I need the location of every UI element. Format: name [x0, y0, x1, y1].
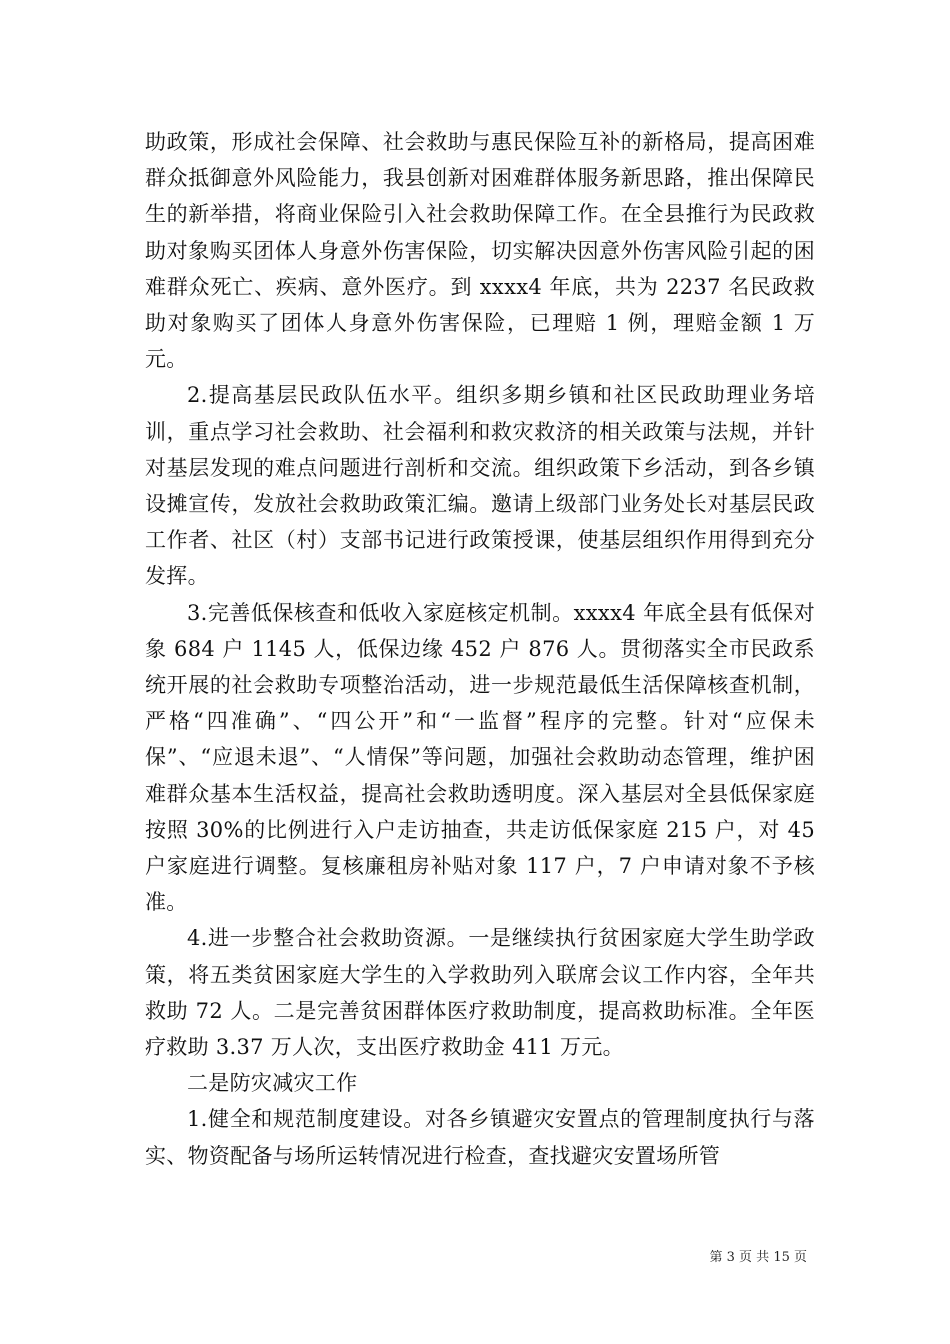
page-number: 第 3 页 共 15 页: [709, 1250, 807, 1265]
paragraph-low-income-verification: 3.完善低保核查和低收入家庭核定机制。xxxx4 年底全县有低保对象 684 户 1145 人，低保边缘 452 户 876 人。贯彻落实全市民政系统开展的社会救助专项整治活动，进一步规范最低生活保障核查机制，严格“四准确”、“四公开”和“一监督”程序的完整。针对“应保未保”、“应退未退”、“人情保”等问题，加强社会救助动态管理，维护困难群众基本生活权益，提高社会救助透明度。深入基层对全县低保家庭按照 30%的比例进行入户走访抽查，共走访低保家庭 215 户，对 45 户家庭进行调整。复核廉租房补贴对象 117 户，7 户申请对象不予核准。: [145, 600, 815, 915]
section-heading-disaster-prevention: 二是防灾减灾工作: [187, 1071, 358, 1096]
paragraph-insurance-continued: 助政策，形成社会保障、社会救助与惠民保险互补的新格局，提高困难群众抵御意外风险能力，我县创新对困难群体服务新思路，推出保障民生的新举措，将商业保险引入社会救助保障工作。在全县推行为民政救助对象购买团体人身意外伤害保险，切实解决因意外伤害风险引起的困难群众死亡、疾病、意外医疗。到 xxxx4 年底，共为 2237 名民政救助对象购买了团体人身意外伤害保险，已理赔 1 例，理赔金额 1 万元。: [145, 130, 815, 372]
paragraph-relief-resources: 4.进一步整合社会救助资源。一是继续执行贫困家庭大学生助学政策，将五类贫困家庭大学生的入学救助列入联席会议工作内容，全年共救助 72 人。二是完善贫困群体医疗救助制度，提高救助标准。全年医疗救助 3.37 万人次，支出医疗救助金 411 万元。: [145, 926, 815, 1060]
paragraph-system-building: 1.健全和规范制度建设。对各乡镇避灾安置点的管理制度执行与落实、物资配备与场所运转情况进行检查，查找避灾安置场所管: [145, 1107, 815, 1168]
document-body: [145, 124, 815, 1174]
paragraph-staff-training: 2.提高基层民政队伍水平。组织多期乡镇和社区民政助理业务培训，重点学习社会救助、社会福利和救灾救济的相关政策与法规，并针对基层发现的难点问题进行剖析和交流。组织政策下乡活动，到各乡镇设摊宣传，发放社会救助政策汇编。邀请上级部门业务处长对基层民政工作者、社区（村）支部书记进行政策授课，使基层组织作用得到充分发挥。: [145, 383, 815, 589]
